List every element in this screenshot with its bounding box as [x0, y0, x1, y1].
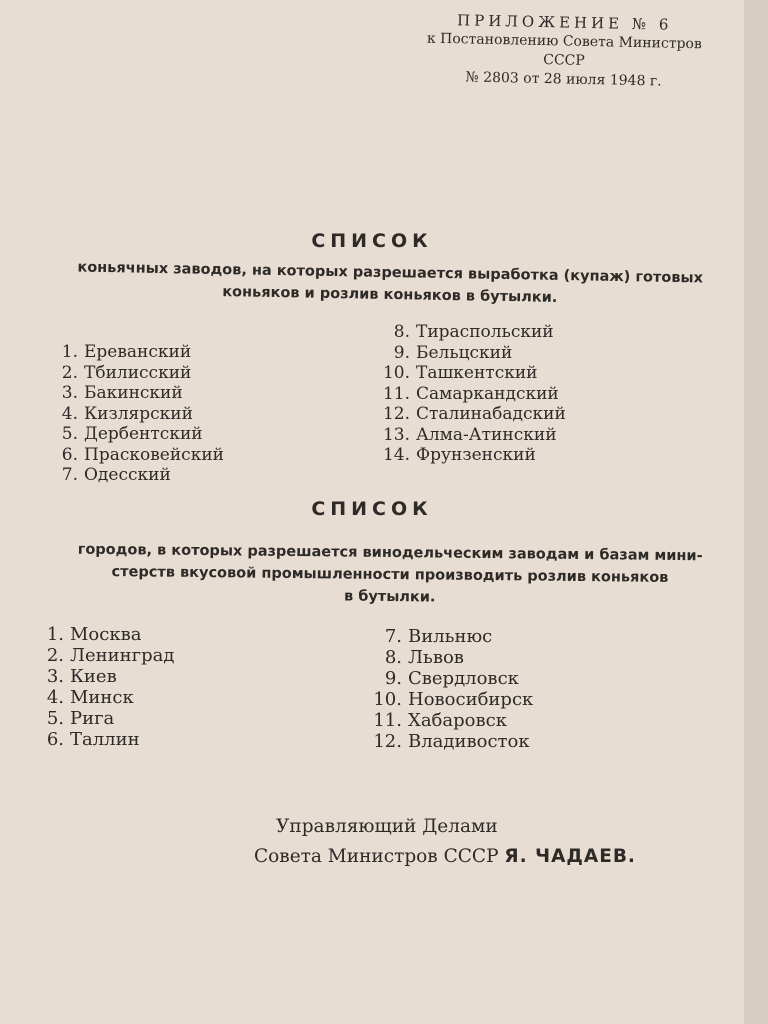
section2-subtitle-line-1: городов, в которых разрешается винодельческим заводам и базам мини- — [77, 541, 703, 565]
section1-subtitle-line-2: коньяков и розлив коньяков в бутылки. — [222, 284, 558, 306]
list-item: 11. Самаркандский — [382, 383, 559, 404]
page-edge — [744, 0, 768, 1024]
list-item: 4. Кизлярский — [61, 403, 193, 424]
appendix-header — [398, 10, 730, 93]
list-item: 2. Ленинград — [46, 645, 175, 666]
section1-subtitle — [40, 256, 741, 312]
signature-block — [254, 842, 636, 872]
list-item: 8. Львов — [384, 647, 464, 668]
section1-title: СПИСОК — [311, 230, 433, 252]
section1-subtitle-line-1: коньячных заводов, на которых разрешается выработка (купаж) готовых — [77, 259, 704, 287]
list-item: 10. Ташкентский — [382, 363, 538, 383]
list-item: 9. Бельцский — [393, 342, 513, 363]
list-item: 5. Рига — [46, 708, 115, 729]
list-item: 4. Минск — [46, 687, 134, 708]
list-item: 12. Владивосток — [373, 731, 530, 752]
city-list-right — [362, 626, 533, 752]
appendix-number: ПРИЛОЖЕНИЕ № 6 — [456, 11, 673, 34]
list-item: 3. Бакинский — [61, 383, 183, 403]
section2-subtitle — [40, 538, 741, 611]
list-item: 3. Киев — [46, 666, 117, 687]
appendix-line-3: СССР — [543, 52, 585, 69]
list-item: 6. Прасковейский — [61, 444, 224, 465]
signature-title-line-1: Управляющий Делами — [276, 816, 498, 837]
list-item: 7. Одесский — [61, 465, 171, 485]
factory-list-left — [50, 342, 224, 486]
list-item: 11. Хабаровск — [373, 710, 507, 731]
list-item: 7. Вильнюс — [384, 626, 493, 647]
section2-subtitle-line-3: в бутылки. — [343, 588, 436, 606]
list-item: 13. Алма-Атинский — [382, 424, 557, 445]
section2-title: СПИСОК — [311, 498, 433, 520]
signatory-name: Я. ЧАДАЕВ. — [504, 846, 636, 867]
list-item: 10. Новосибирск — [373, 689, 534, 710]
list-item: 1. Москва — [46, 624, 142, 645]
list-item: 6. Таллин — [46, 729, 140, 750]
list-item: 2. Тбилисский — [61, 362, 192, 383]
factory-list-right — [376, 322, 566, 466]
signature-title-line-2: Совета Министров СССР — [254, 846, 499, 867]
list-item: 5. Дербентский — [61, 424, 203, 444]
appendix-line-2: к Постановлению Совета Министров — [426, 30, 702, 53]
list-item: 1. Ереванский — [61, 342, 192, 362]
list-item: 8. Тираспольский — [393, 322, 554, 342]
appendix-line-4: № 2803 от 28 июля 1948 г. — [465, 69, 662, 90]
list-item: 9. Свердловск — [384, 668, 519, 689]
list-item: 14. Фрунзенский — [382, 445, 536, 465]
city-list-left — [40, 624, 174, 750]
section2-subtitle-line-2: стерств вкусовой промышленности производить розлив коньяков — [111, 564, 669, 586]
list-item: 12. Сталинабадский — [382, 404, 566, 424]
